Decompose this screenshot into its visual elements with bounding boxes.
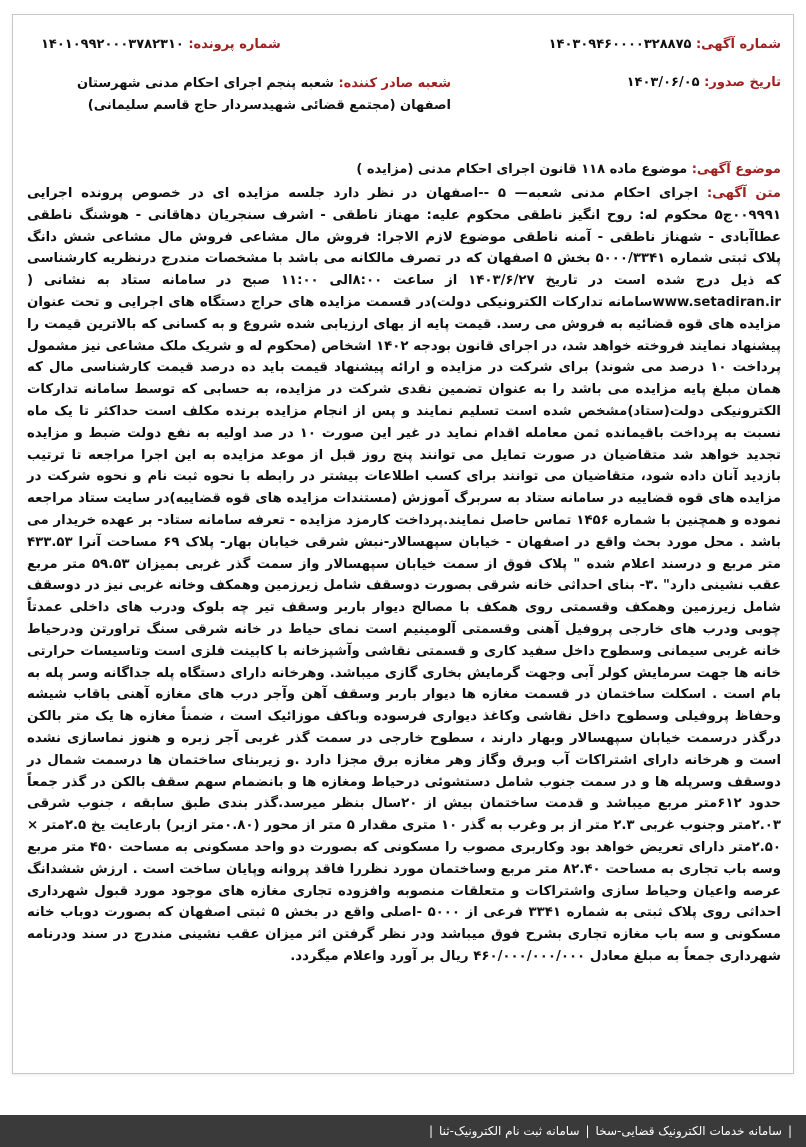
footer-separator-end: | (428, 1124, 434, 1138)
issue-date-label: تاریخ صدور: (704, 75, 781, 90)
footer-separator-start: | (787, 1124, 792, 1138)
case-number-label: شماره پرونده: (188, 37, 281, 52)
case-number-group (41, 37, 281, 52)
body-label: متن آگهی: (706, 186, 781, 201)
header-row-numbers (25, 37, 781, 52)
issue-date: ۱۴۰۳/۰۶/۰۵ (626, 75, 700, 90)
footer-bar (0, 1115, 806, 1147)
issue-date-group (627, 73, 781, 90)
subject (25, 162, 781, 177)
footer-link-sana[interactable]: سامانه ثبت نام الکترونیک-ثنا (439, 1124, 580, 1138)
subject-value: موضوع ماده ۱۱۸ قانون اجرای احکام مدنی (مزایده ) (356, 162, 688, 177)
issuer-group (31, 73, 451, 117)
footer-link-sakha[interactable]: سامانه خدمات الکترونیک قضایی-سخا (595, 1124, 782, 1138)
ad-number-group (549, 37, 781, 52)
ad-number: ۱۴۰۳۰۹۴۶۰۰۰۰۳۲۸۸۷۵ (548, 37, 692, 52)
case-number: ۱۴۰۱۰۹۹۲۰۰۰۳۷۸۲۳۱۰ (41, 37, 184, 52)
subject-label: موضوع آگهی: (691, 162, 781, 177)
footer-separator: | (585, 1124, 590, 1138)
issuer: شعبه پنجم اجرای احکام مدنی شهرستان اصفهان (مجتمع قضائی شهیدسردار حاج قاسم سلیمانی) (77, 76, 451, 113)
issuer-label: شعبه صادر کننده: (338, 76, 451, 91)
ad-number-label: شماره آگهی: (695, 37, 781, 52)
notice-card (12, 14, 794, 1074)
notice-body (27, 183, 781, 968)
header-row-issuer (25, 73, 781, 117)
body-text: اجرای احکام مدنی شعبه— ۵ --اصفهان در نظر دارد جلسه مزایده ای در خصوص پرونده اجرایی ۰۰۹۹۹۱ج۵ محکوم له: روح انگیز ناطقی محکوم علیه: مهناز ناطقی - اشرف سنجریان دهاقانی - هوشنگ ناطقی عطاآبادی - شهناز ناطقی - آمنه ناطقی موضوع لازم الاجرا: فروش مال مشاعی فروش مال مشاعی شش دانگ پلاک ثبتی شماره ۵۰۰۰/۳۳۴۱ بخش ۵ اصفهان که در تصرف مالکانه می باشد با مشخصات مندرج درنظریه کارشناسی که ذیل درج شده است در تاریخ ۱۴۰۳/۶/۲۷ از ساعت ۸:۰۰الی ۱۱:۰۰ صبح در سامانه ستاد به نشانی ( www.setadiran.irسامانه تدارکات الکترونیکی دولت)در قسمت مزایده های حراج دستگاه های اجرایی و تحت عنوان مزایده های قوه قضائیه به فروش می رسد. قیمت پایه از بهای ارزیابی شده شروع و به کسانی که بالاترین قیمت را پیشنهاد نمایند فروخته خواهد شد، در اجرای قانون بودجه ۱۴۰۲ اشخاص (محکوم له و شریک ملک مشاعی نیز مشمول پرداخت ۱۰ درصد می شوند) برای شرکت در مزایده و ارائه پیشنهاد قیمت باید ده درصد قیمت کارشناسی مال که همان مبلغ پایه مزایده می باشد را به عنوان تضمین نقدی شرکت در مزایده، به حسابی که توسط سامانه تدارکات الکترونیکی دولت(ستاد)مشخص شده است تسلیم نمایند و پس از انجام مزایده برنده مکلف است حداکثر تا یک ماه نسبت به پرداخت باقیمانده ثمن معامله اقدام نماید در غیر این صورت ۱۰ در صد اولیه به نفع دولت ضبط و مزایده تجدید خواهد شد متقاضیان در صورت تمایل می توانند پنج روز قبل از موعد مزایده به این اجرا مراجعه تا ترتیب بازدید آنان داده شود، متقاضیان می توانند برای کسب اطلاعات بیشتر در رابطه با نحوه ثبت نام و نحوه شرکت در مزایده های قوه قضاییه در سامانه ستاد به سربرگ آموزش (مستندات مزایده های قوه قضاییه)در سایت ستاد مراجعه نموده و همچنین با شماره ۱۴۵۶ تماس حاصل نمایند.پرداخت کارمزد مزایده - تعرفه سامانه ستاد- بر عهده خریدار می باشد . محل مورد بحث واقع در اصفهان - خیابان سپهسالار-نبش شرقی خیابان بهار- پلاک ۶۹ مساحت آنرا ۴۳۳.۵۳ متر مربع و درسند اعلام شده " پلاک فوق از سمت خیابان سپهسالار واز سمت گذر غربی بمیزان ۵۹.۵۳ متر مربع عقب نشینی دارد" .۳- بنای احداثی خانه شرقی بصورت دوسقف شامل زیرزمین وهمکف وخانه غربی نیز در دوسقف شامل زیرزمین وهمکف وقسمتی روی همکف با مصالح دیوار باربر وسقف تیر چه بلوک ودرب های داخلی عمدتاً چوبی ودرب های خارجی پروفیل آهنی وقسمتی آلومینیم است نمای حیاط در خانه شرقی سنگ تراورتن ودرحیاط خانه غربی سیمانی وسطوح داخل سفید کاری و قسمتی نقاشی وآشپزخانه با کابینت فلزی است وتاسیسات حرارتی خانه ها جهت سرمایش کولر آبی وجهت گرمایش بخاری گازی میباشد. وهرخانه دارای دستگاه پله جداگانه وسر پله به بام است . اسکلت ساختمان در قسمت مغازه ها دیوار باربر وسقف آهن وآجر درب های مغازه آهنی باقاب شیشه وحفاظ پروفیلی وسطوح داخل نقاشی وکاغذ دیواری فرسوده وباکف موزائیک است ، ضمناً مغازه ها یک متر بالکن درگذر درسمت خیابان سپهسالار وبهار دارند ، سطوح خارجی در سمت گذر غربی آجر زبره و هنوز نماسازی نشده است و هرخانه دارای اشتراکات آب وبرق وگاز وهر مغازه برق مجزا دارد .و زیربنای ساختمان ها درسمت شمال در دوسقف وسرپله ها و در سمت جنوب شامل دستشوئی درحیاط ومغازه ها و بانضمام سهم سقف بالکن در گذر جمعاً حدود ۶۱۲متر مربع میباشد و قدمت ساختمان بیش از ۲۰سال بنظر میرسد.گذر بندی طبق سابقه ، جنوب شرقی ۲.۰۳متر وجنوب غربی ۲.۳ متر از بر وغرب به گذر ۱۰ متری مقدار ۵ متر از محور (۰.۸۰متر ازبر) بارعایت یخ ۲.۵متر × ۲.۵۰متر دارای تعریض خواهد بود وکاربری مصوب را مسکونی که بصورت دو واحد مسکونی به مساحت ۴۵۰ متر مربع وسه باب تجاری به مساحت ۸۲.۴۰ متر مربع وساختمان مورد نظررا فاقد پروانه وپایان ساخت است . ارزش ششدانگ عرصه واعیان وحیاط سازی واشتراکات و متعلقات منصوبه وافزوده تجاری مغازه های موجود مورد قبول شهرداری احداثی روی پلاک ثبتی به شماره ۳۳۴۱ فرعی از ۵۰۰۰ -اصلی واقع در بخش ۵ ثبتی اصفهان که بصورت دوباب خانه مسکونی و سه باب مغازه تجاری بشرح فوق میباشد ودر نظر گرفتن اثر میزان عقب نشینی مندرج در سند ودرنامه شهرداری جمعاً به مبلغ معادل ۴۶۰/۰۰۰/۰۰۰/۰۰۰ ریال بر آورد واعلام میگردد. (27, 186, 782, 964)
